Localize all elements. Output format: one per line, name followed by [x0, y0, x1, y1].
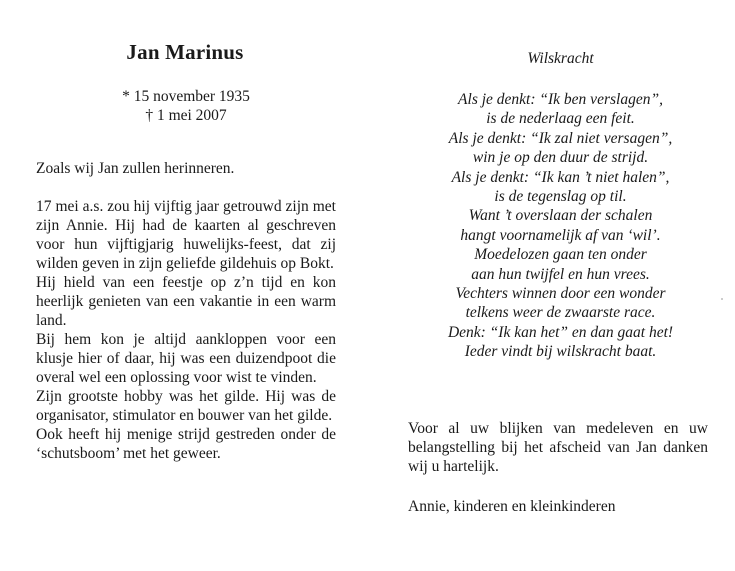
memorial-paragraph: 17 mei a.s. zou hij vijftig jaar getrouwd zijn met zijn Annie. Hij had de kaarten al geschreven voor hun vijftigjarig huwelijks-feest, dat zij wilden geven in zijn geliefde gildehuis op Bokt.: [36, 198, 336, 272]
left-column: [36, 40, 336, 463]
poem-line: Vechters winnen door een wonder: [455, 285, 666, 303]
poem-line: Als je denkt: “Ik zal niet versagen”,: [448, 129, 673, 147]
poem-section: [408, 50, 713, 362]
poem-line: is de tegenslag op til.: [494, 188, 627, 206]
memorial-paragraph: Bij hem kon je altijd aankloppen voor een klusje hier of daar, hij was een duizendpoot die overal wel een oplossing voor wist te vinden.: [36, 331, 336, 386]
death-date: † 1 mei 2007: [145, 107, 227, 124]
poem-line: Want ’t overslaan der schalen: [468, 207, 653, 225]
poem-line: telkens weer de zwaarste race.: [465, 304, 656, 322]
paper-speck: [721, 298, 723, 300]
memorial-paragraph: Ook heeft hij menige strijd gestreden onder de ‘schutsboom’ met het geweer.: [36, 426, 336, 462]
poem-line: aan hun twijfel en hun vrees.: [471, 265, 650, 283]
memorial-intro: Zoals wij Jan zullen herinneren.: [36, 160, 235, 177]
memorial-paragraph: Hij hield van een feestje op z’n tijd en kon heerlijk genieten van een vakantie in een warm land.: [36, 274, 336, 329]
poem-title: Wilskracht: [527, 50, 594, 67]
poem-line: hangt voornamelijk af van ‘wil’.: [460, 226, 661, 244]
poem-line: Denk: “Ik kan het” en dan gaat het!: [447, 323, 674, 341]
poem-lines: [408, 90, 713, 362]
signature: Annie, kinderen en kleinkinderen: [408, 498, 616, 515]
thanks-section: [408, 419, 708, 516]
memorial-text: [36, 197, 336, 463]
poem-line: is de nederlaag een feit.: [486, 110, 635, 128]
thanks-text: Voor al uw blijken van medeleven en uw belangstelling bij het afscheid van Jan danken wij u hartelijk.: [408, 420, 708, 475]
poem-line: Ieder vindt bij wilskracht baat.: [464, 343, 657, 361]
poem-line: win je op den duur de strijd.: [472, 149, 649, 167]
deceased-name: Jan Marinus: [126, 40, 244, 64]
poem-line: Als je denkt: “Ik kan ’t niet halen”,: [451, 168, 670, 186]
poem-line: Als je denkt: “Ik ben verslagen”,: [458, 91, 663, 108]
poem-line: Moedelozen gaan ten onder: [474, 246, 647, 264]
memorial-paragraph: Zijn grootste hobby was het gilde. Hij was de organisator, stimulator en bouwer van het gilde.: [36, 388, 336, 424]
birth-date: * 15 november 1935: [122, 88, 250, 105]
